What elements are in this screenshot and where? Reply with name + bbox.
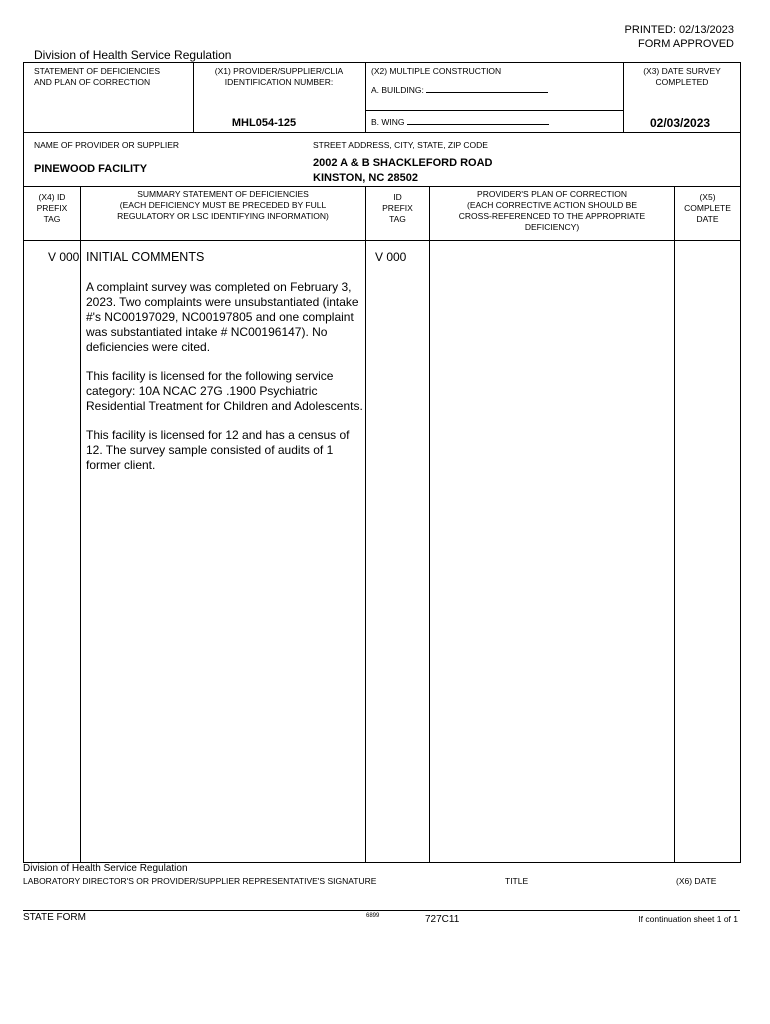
initial-comments-heading: INITIAL COMMENTS bbox=[86, 250, 205, 264]
x5-header: (X5) COMPLETE DATE bbox=[684, 192, 731, 224]
provider-address: 2002 A & B SHACKLEFORD ROAD KINSTON, NC 28502 bbox=[313, 157, 493, 184]
provider-id-number: MHL054-125 bbox=[231, 117, 297, 129]
prefix-tag-left: V 000 bbox=[48, 250, 80, 264]
statement-label: STATEMENT OF DEFICIENCIES AND PLAN OF CORRECTION bbox=[34, 66, 161, 87]
form-code: 6899 bbox=[366, 913, 380, 919]
continuation-sheet: If continuation sheet 1 of 1 bbox=[638, 914, 738, 924]
wing-field: B. WING bbox=[371, 115, 549, 128]
prefix-tag-right: V 000 bbox=[375, 250, 407, 264]
signature-date-label: (X6) DATE bbox=[676, 876, 717, 886]
x2-label: (X2) MULTIPLE CONSTRUCTION bbox=[371, 66, 502, 76]
x1-label: (X1) PROVIDER/SUPPLIER/CLIA IDENTIFICATION NUMBER: bbox=[214, 66, 344, 87]
comments-body bbox=[86, 280, 364, 487]
summary-header: SUMMARY STATEMENT OF DEFICIENCIES (EACH DEFICIENCY MUST BE PRECEDED BY FULL REGULATORY OR LSC IDENTIFYING INFORMATION) bbox=[117, 189, 329, 221]
id-header: ID PREFIX TAG bbox=[382, 192, 413, 224]
printed-date: PRINTED: 02/13/2023 bbox=[624, 24, 734, 36]
form-approved: FORM APPROVED bbox=[638, 38, 734, 50]
agency-title: Division of Health Service Regulation bbox=[34, 48, 232, 62]
comment-paragraph: This facility is licensed for the following service category: 10A NCAC 27G .1900 Psychiatric Residential Treatment for Children and Adolescents. bbox=[86, 369, 363, 413]
event-id: 727C11 bbox=[425, 914, 460, 925]
footer-agency: Division of Health Service Regulation bbox=[23, 863, 188, 874]
state-form-label: STATE FORM bbox=[23, 912, 86, 923]
x4-header: (X4) ID PREFIX TAG bbox=[36, 192, 68, 224]
comment-paragraph: This facility is licensed for 12 and has a census of 12. The survey sample consisted of audits of 1 former client. bbox=[86, 428, 350, 472]
x3-label: (X3) DATE SURVEY COMPLETED bbox=[643, 66, 721, 87]
plan-header: PROVIDER'S PLAN OF CORRECTION (EACH CORRECTIVE ACTION SHOULD BE CROSS-REFERENCED TO THE APPROPRIATE DEFICIENCY) bbox=[458, 189, 646, 232]
building-field: A. BUILDING: bbox=[371, 83, 548, 96]
signature-label: LABORATORY DIRECTOR'S OR PROVIDER/SUPPLIER REPRESENTATIVE'S SIGNATURE bbox=[23, 876, 377, 886]
comment-paragraph: A complaint survey was completed on February 3, 2023. Two complaints were unsubstantiated (intake #'s NC00197029, NC00197805 and one complaint was substantiated intake # NC00196147). No deficiencies were cited. bbox=[86, 280, 359, 354]
survey-completed-date: 02/03/2023 bbox=[650, 116, 711, 130]
footer-divider bbox=[23, 910, 740, 911]
address-label: STREET ADDRESS, CITY, STATE, ZIP CODE bbox=[313, 140, 488, 150]
provider-name-label: NAME OF PROVIDER OR SUPPLIER bbox=[34, 140, 179, 150]
title-label: TITLE bbox=[505, 876, 529, 886]
provider-name: PINEWOOD FACILITY bbox=[34, 163, 148, 175]
